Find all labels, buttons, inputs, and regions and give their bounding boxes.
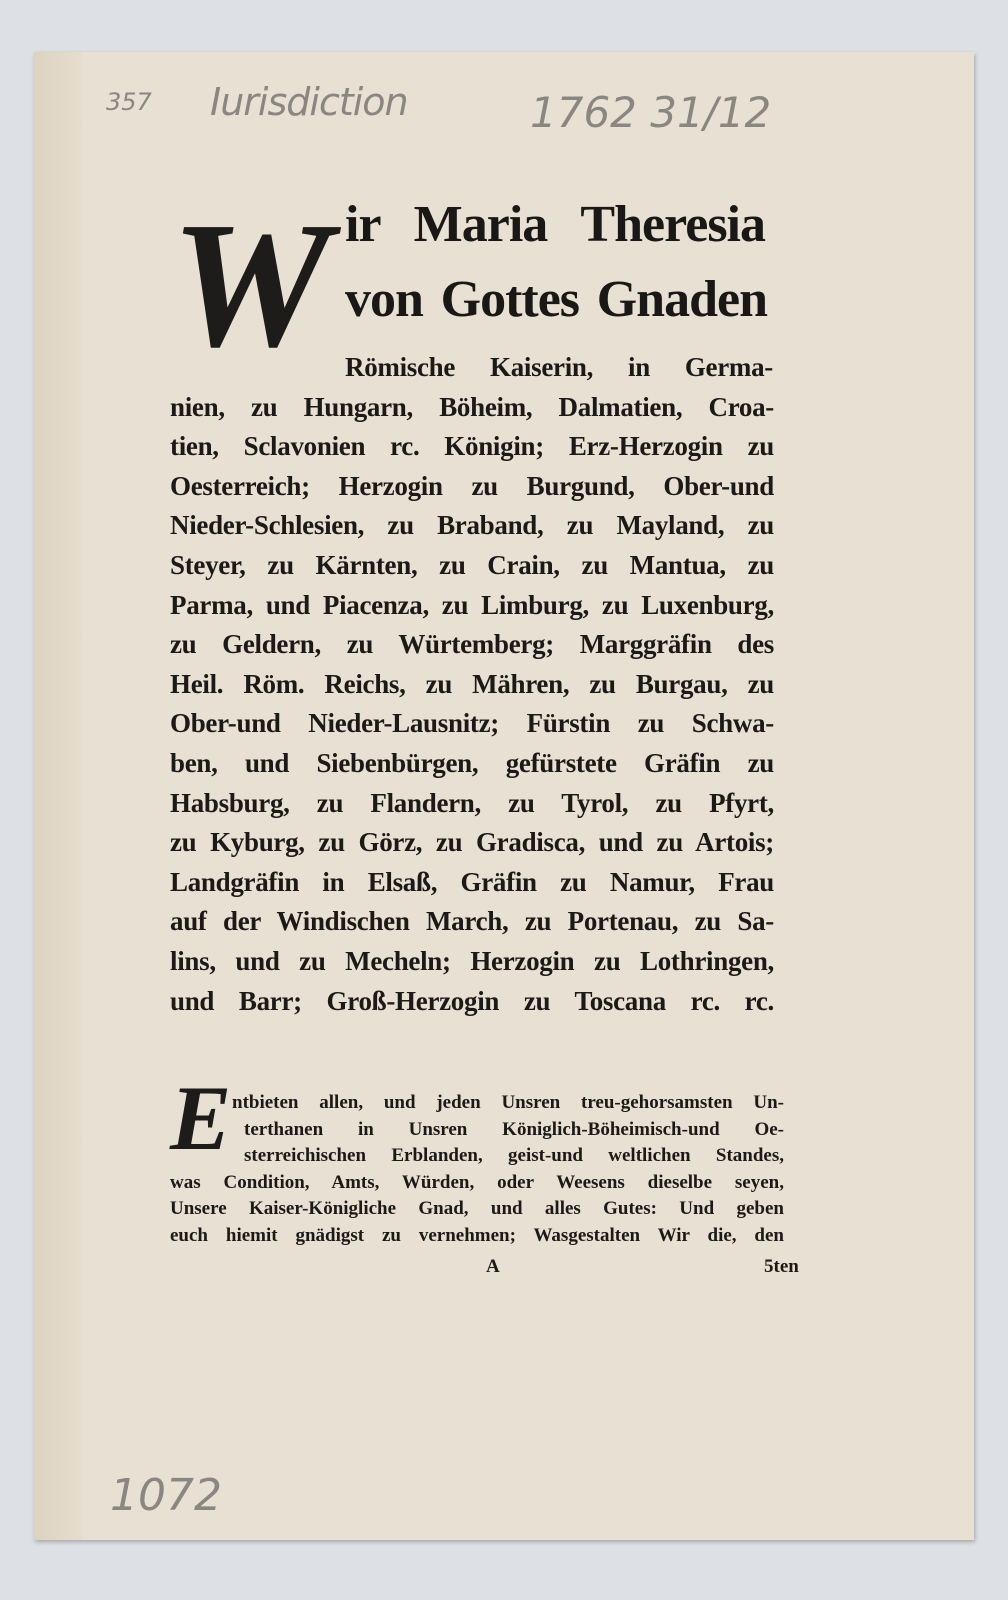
title-line: Landgräfin in Elsaß, Gräfin zu Namur, Frau	[170, 866, 774, 897]
signature-mark: A	[486, 1256, 500, 1277]
date-annotation: 1762 31/12	[530, 88, 772, 137]
title-line: ben, und Siebenbürgen, gefürstete Gräfin zu	[170, 748, 774, 778]
decorated-initial-e: E	[170, 1067, 232, 1169]
title-line: Römische Kaiserin, in Germa-	[345, 352, 773, 382]
subject-annotation: Iurisdiction	[210, 80, 408, 124]
heading-line-1: ir Maria Theresia	[345, 196, 765, 253]
title-line: Parma, und Piacenza, zu Limburg, zu Luxenburg,	[170, 589, 774, 620]
body-line: terthanen in Unsren Königlich-Böheimisch-und Oe-	[244, 1118, 784, 1140]
title-line: Nieder-Schlesien, zu Braband, zu Mayland, zu	[170, 510, 774, 541]
heading-line-2: von Gottes Gnaden	[345, 271, 767, 328]
title-line: tien, Sclavonien rc. Königin; Erz-Herzogin zu	[170, 431, 774, 462]
title-line: nien, zu Hungarn, Böheim, Dalmatien, Croa-	[170, 391, 774, 422]
title-line: Steyer, zu Kärnten, zu Crain, zu Mantua, zu	[170, 550, 774, 580]
page-fold-edge	[34, 52, 82, 1540]
title-line: lins, und zu Mecheln; Herzogin zu Lothringen,	[170, 946, 774, 976]
bottom-number-annotation: 1072	[110, 1470, 222, 1521]
title-line: zu Kyburg, zu Görz, zu Gradisca, und zu Artois;	[170, 827, 774, 858]
body-line: ntbieten allen, und jeden Unsren treu-gehorsamsten Un-	[232, 1092, 784, 1113]
catchword: 5ten	[764, 1256, 799, 1277]
body-line: was Condition, Amts, Würden, oder Weesens dieselbe seyen,	[170, 1171, 784, 1193]
title-line: Ober-und Nieder-Lausnitz; Fürstin zu Schwa-	[170, 708, 774, 739]
catalog-number-annotation: 357	[106, 88, 152, 116]
title-line: Heil. Röm. Reichs, zu Mähren, zu Burgau, zu	[170, 668, 774, 699]
title-line: zu Geldern, zu Würtemberg; Marggräfin des	[170, 629, 774, 660]
title-line: und Barr; Groß-Herzogin zu Toscana rc. rc.	[170, 985, 774, 1016]
body-line: Unsere Kaiser-Königliche Gnad, und alles Gutes: Und geben	[170, 1198, 784, 1219]
title-line: auf der Windischen March, zu Portenau, zu Sa-	[170, 906, 774, 937]
title-line: Habsburg, zu Flandern, zu Tyrol, zu Pfyrt,	[170, 787, 774, 818]
body-line: sterreichischen Erblanden, geist-und weltlichen Standes,	[244, 1145, 784, 1166]
title-line: Oesterreich; Herzogin zu Burgund, Ober-und	[170, 470, 774, 501]
body-line: euch hiemit gnädigst zu vernehmen; Wasgestalten Wir die, den	[170, 1224, 784, 1246]
decorated-initial-w: W	[170, 185, 331, 384]
